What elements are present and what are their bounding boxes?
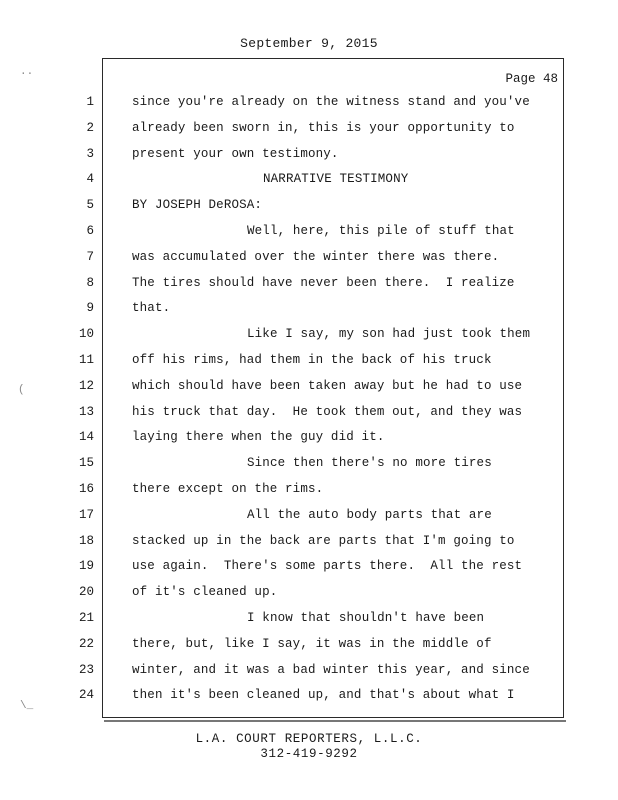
line-text: Since then there's no more tires [247,456,492,471]
line-text: present your own testimony. [132,146,339,161]
footer-company: L.A. COURT REPORTERS, L.L.C. [195,732,423,746]
line-number: 16 [78,482,94,496]
line-text: The tires should have never been there. I realize [132,275,515,290]
line-number: 10 [78,327,94,342]
line-text: Well, here, this pile of stuff that [247,224,515,238]
scan-mark: ( [18,384,25,396]
line-text: then it's been cleaned up, and that's about what I [132,688,515,703]
line-number: 14 [78,430,94,445]
line-number: 17 [78,507,94,522]
line-number: 11 [78,353,94,367]
line-text: there, but, like I say, it was in the middle of [132,636,492,651]
line-text: since you're already on the witness stand and you've [132,95,530,109]
line-number: 20 [78,585,94,600]
line-text: Like I say, my son had just took them [247,327,531,342]
line-number: 21 [78,611,94,625]
header-date: September 9, 2015 [240,36,378,51]
line-number: 7 [86,249,94,264]
line-number: 4 [86,172,94,187]
line-text: winter, and it was a bad winter this year, and since [132,662,530,677]
line-number: 8 [86,275,94,290]
line-number: 19 [78,559,94,574]
line-text: already been sworn in, this is your opportunity to [132,120,515,135]
line-text: which should have been taken away but he had to use [132,378,523,393]
page-border-shadow [104,720,566,722]
line-text: laying there when the guy did it. [132,430,385,445]
page-number: Page 48 [505,72,558,86]
line-number: 13 [78,404,94,419]
line-text: was accumulated over the winter there was there. [132,249,500,264]
scan-mark: .. [20,66,34,78]
line-number: 15 [78,456,94,471]
line-text: BY JOSEPH DeROSA: [132,198,263,213]
scan-mark: \_ [20,700,34,712]
line-text: stacked up in the back are parts that I'm going to [132,533,515,548]
line-number: 23 [78,662,94,677]
line-number: 24 [78,688,94,703]
line-text: use again. There's some parts there. All the rest [132,559,523,574]
line-number: 18 [78,533,94,548]
line-number: 3 [86,146,94,161]
line-text: NARRATIVE TESTIMONY [263,172,409,187]
line-number: 22 [78,636,94,651]
line-text: that. [132,301,171,316]
line-number: 1 [86,95,94,109]
footer-phone: 312-419-9292 [260,747,358,761]
line-number: 9 [86,301,94,316]
line-text: there except on the rims. [132,482,324,496]
line-text: his truck that day. He took them out, and they was [132,404,523,419]
line-number: 6 [86,224,94,238]
line-number: 12 [78,378,94,393]
line-text: off his rims, had them in the back of his truck [132,353,492,367]
line-text: I know that shouldn't have been [247,611,485,625]
line-number: 2 [86,120,94,135]
line-text: of it's cleaned up. [132,585,278,600]
line-text: All the auto body parts that are [247,507,492,522]
line-number: 5 [86,198,94,213]
